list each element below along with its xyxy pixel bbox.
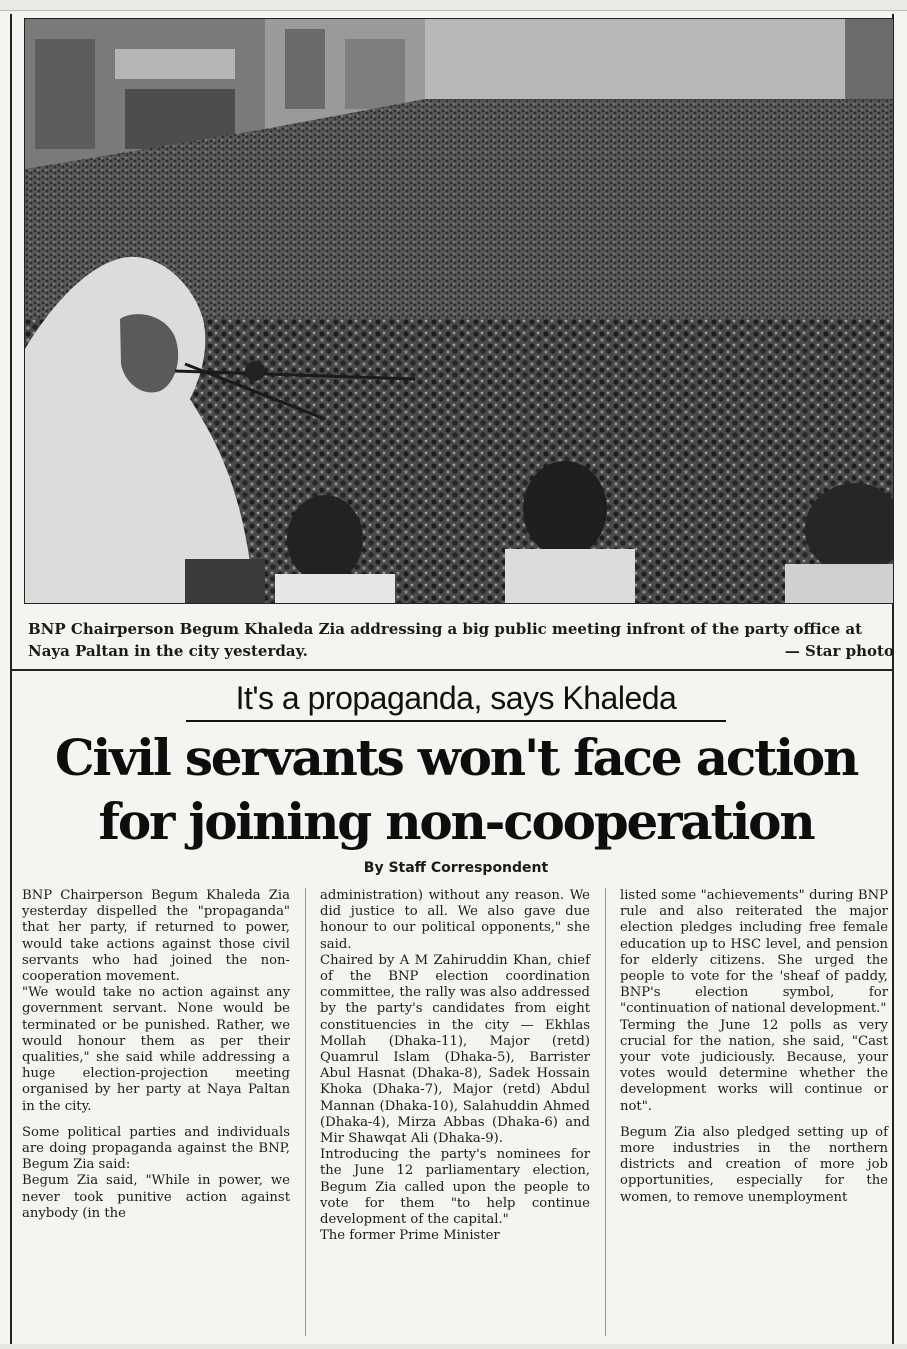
paragraph: Begum Zia said, "While in power, we never took punitive action against anybody (in the <box>22 1173 290 1221</box>
bottom-scan-edge <box>0 1344 907 1349</box>
article-column-1 <box>22 888 290 1222</box>
kicker-underline <box>186 720 726 722</box>
main-headline <box>18 726 894 854</box>
article-column-2 <box>320 888 590 1244</box>
column-divider <box>605 888 606 1336</box>
caption-divider <box>12 669 894 671</box>
byline: By Staff Correspondent <box>363 860 549 876</box>
paragraph: Some political parties and individuals are doing propaganda against the BNP, Begum Zia said: <box>22 1124 290 1173</box>
paragraph: Begum Zia also pledged setting up of more industries in the northern districts and creation of more job opportunities, especially for the women, to remove unemployment <box>620 1124 888 1205</box>
photo-credit: — Star photo <box>784 642 894 660</box>
kicker-headline: It's a propaganda, says Khaleda <box>235 680 677 716</box>
headline-line-1: Civil servants won't face action <box>54 728 858 787</box>
paragraph: Chaired by A M Zahiruddin Khan, chief of the BNP election coordination committee, the rally was also addressed by the party's candidates from eight constituencies in the city — Ekhlas Mollah (Dhaka-11), Major (retd) Quamrul Islam (Dhaka-5), Barrister Abul Hasnat (Dhaka-8), Sadek Hossain Khoka (Dhaka-7), Major (retd) Abdul Mannan (Dhaka-10), Salahuddin Ahmed (Dhaka-4), Mirza Abbas (Dhaka-6) and Mir Shawqat Ali (Dhaka-9). <box>320 952 590 1147</box>
headline-line-2: for joining non-cooperation <box>98 792 814 851</box>
paragraph: administration) without any reason. We did justice to all. We also gave due honour to our political opponents," she said. <box>320 888 590 952</box>
paragraph: "We would take no action against any government servant. None would be terminated or be punished. Rather, we would honour them as per their qualities," she said while addressing a huge election-projection meeting organised by her party at Naya Paltan in the city. <box>22 985 290 1114</box>
caption-text: BNP Chairperson Begum Khaleda Zia addressing a big public meeting infront of the party office at Naya Paltan in the city yesterday. <box>28 620 863 660</box>
paragraph: Terming the June 12 polls as very crucial for the nation, she said, "Cast your vote judiciously. Because, your votes would determine whether the development works will continue or not". <box>620 1017 888 1114</box>
column-divider <box>305 888 306 1336</box>
rally-photo <box>24 18 894 604</box>
rally-photo-image <box>25 19 894 604</box>
paragraph: BNP Chairperson Begum Khaleda Zia yesterday dispelled the "propaganda" that her party, if returned to power, would take actions against those civil servants who had joined the non-cooperation movement. <box>22 888 290 985</box>
paragraph: listed some "achievements" during BNP rule and also reiterated the major election pledges including free female education up to HSC level, and pension for elderly citizens. She urged the people to vote for the 'sheaf of paddy, BNP's election symbol, for "continuation of national development." <box>620 888 888 1017</box>
paragraph: The former Prime Minister <box>320 1228 500 1244</box>
article-column-3 <box>620 888 888 1206</box>
top-scan-edge <box>0 0 907 11</box>
photo-caption <box>28 618 894 662</box>
paragraph: Introducing the party's nominees for the June 12 parliamentary election, Begum Zia called upon the people to vote for them "to help continue development of the capital." <box>320 1147 590 1228</box>
